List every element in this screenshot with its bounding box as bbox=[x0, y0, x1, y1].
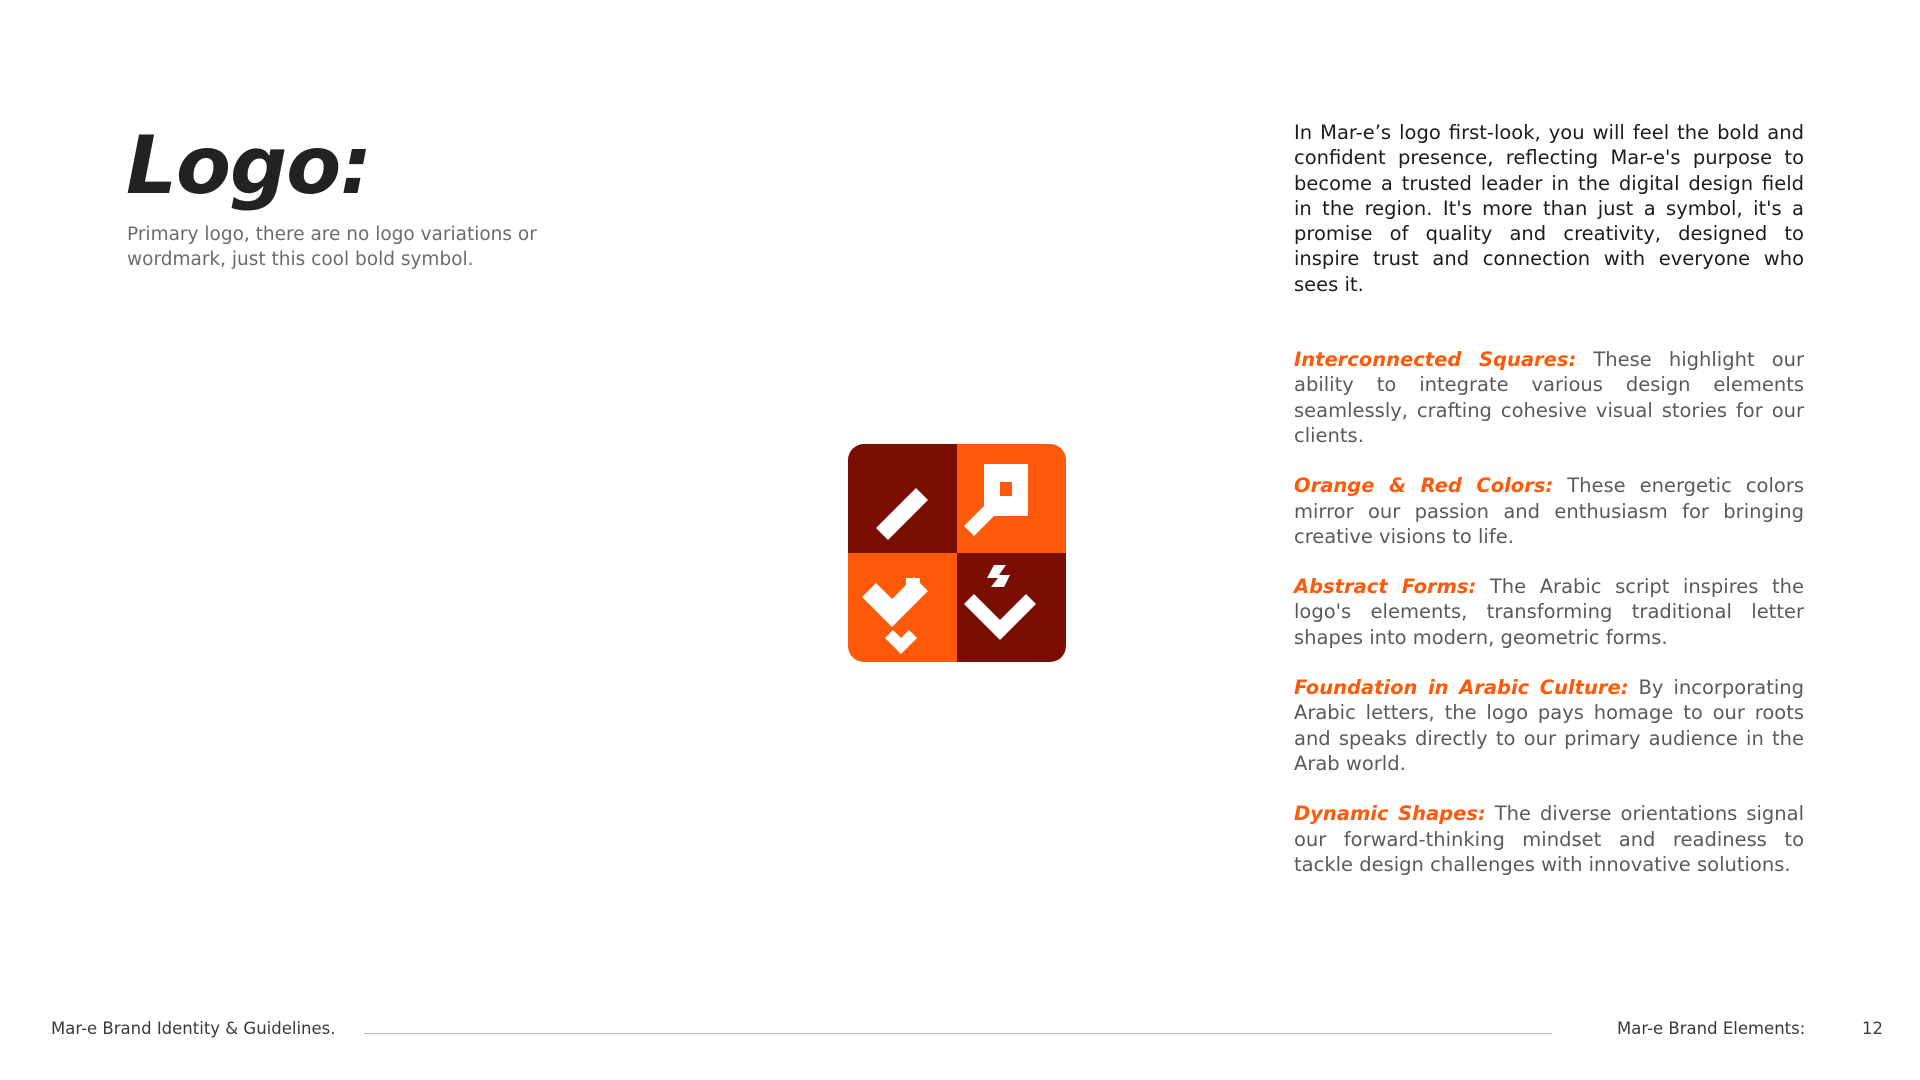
feature-orange-red-colors bbox=[1294, 473, 1804, 549]
feature-text: These highlight our ability to integrate various design elements seamlessly, crafting cohesive visual stories for our clients. bbox=[1294, 348, 1804, 447]
feature-text: The Arabic script inspires the logo's elements, transforming traditional letter shapes into modern, geometric forms. bbox=[1294, 575, 1805, 649]
footer-document-title: Mar-e Brand Identity & Guidelines. bbox=[51, 1019, 336, 1038]
feature-interconnected-squares bbox=[1294, 347, 1804, 448]
feature-arabic-culture bbox=[1294, 675, 1804, 776]
feature-title: Foundation in Arabic Culture: bbox=[1294, 676, 1629, 700]
mar-e-logo-icon bbox=[848, 444, 1066, 662]
logo-quadrant-top-left bbox=[848, 444, 957, 553]
feature-text: The diverse orientations signal our forward-thinking mindset and readiness to tackle design challenges with innovative solutions. bbox=[1294, 802, 1805, 876]
feature-text: By incorporating Arabic letters, the logo pays homage to our roots and speaks directly to our primary audience in the Arab world. bbox=[1294, 676, 1804, 775]
footer-section-title: Mar-e Brand Elements: bbox=[1617, 1019, 1806, 1038]
page-title: Logo: bbox=[126, 119, 372, 212]
feature-title: Dynamic Shapes: bbox=[1294, 802, 1486, 826]
logo-square-accent bbox=[906, 578, 920, 592]
feature-text: These energetic colors mirror our passion and enthusiasm for bringing creative visions to life. bbox=[1294, 474, 1804, 548]
feature-title: Orange & Red Colors: bbox=[1294, 474, 1554, 498]
page-number: 12 bbox=[1862, 1019, 1883, 1038]
feature-dynamic-shapes bbox=[1294, 801, 1804, 877]
feature-title: Abstract Forms: bbox=[1294, 575, 1477, 599]
page-subtitle: Primary logo, there are no logo variations or wordmark, just this cool bold symbol. bbox=[127, 224, 537, 270]
intro-paragraph: In Mar-e’s logo first-look, you will feel the bold and confident presence, reflecting Mar-e's purpose to become a trusted leader in the digital design field in the region. It's more than just a symbol, it's a promise of quality and creativity, designed to inspire trust and connection with everyone who sees it. bbox=[1294, 121, 1804, 296]
feature-title: Interconnected Squares: bbox=[1294, 348, 1577, 372]
feature-abstract-forms bbox=[1294, 574, 1804, 650]
footer-divider bbox=[364, 1033, 1552, 1034]
description-column bbox=[1294, 120, 1804, 902]
